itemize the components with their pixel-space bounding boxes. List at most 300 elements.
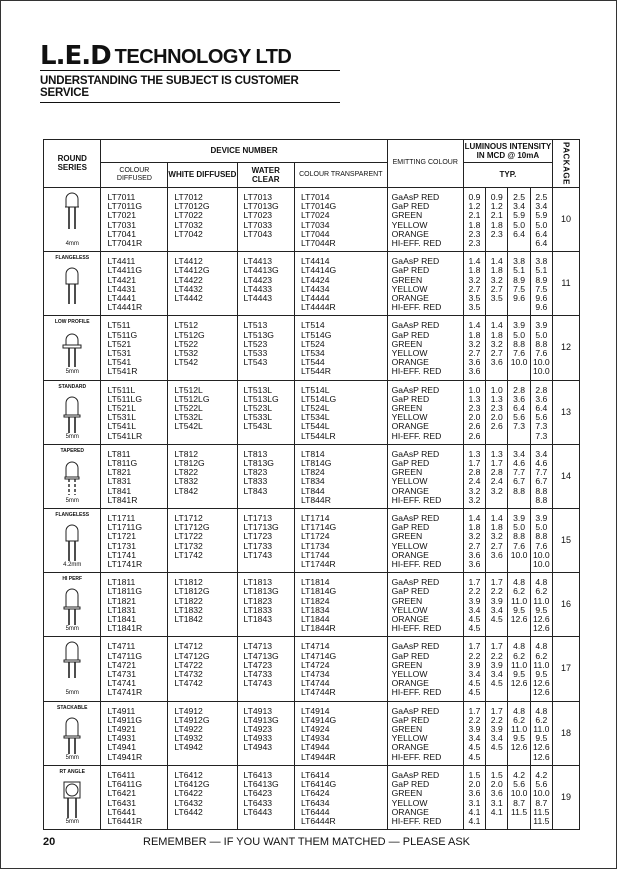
i2-value: 3.2 (490, 338, 503, 349)
emitting-colour-value: HI-EFF. RED (391, 366, 442, 377)
i3-value: 6.7 (513, 476, 526, 487)
white-diffused-cell (168, 316, 237, 380)
i4-value: 11.0 (533, 724, 550, 735)
colour-transparent-value: LT4744 (300, 678, 330, 689)
white-diffused-value: LT542 (174, 357, 199, 368)
i1-value: 2.6 (468, 421, 481, 432)
water-clear-value: LT513L (243, 384, 273, 395)
i4-value: 10.0 (532, 559, 550, 570)
colour-transparent-value: LT834 (300, 476, 325, 487)
colour-transparent-cell (294, 573, 387, 637)
emitting-colour-value: YELLOW (391, 347, 428, 358)
i2-value: 3.2 (490, 531, 503, 542)
i1-value: 4.5 (468, 678, 481, 689)
emitting-colour-value: GaAsP RED (391, 448, 440, 459)
i3-value: 4.8 (513, 641, 526, 652)
colour-transparent-value: LT6444R (300, 815, 336, 826)
white-diffused-value: LT512G (174, 329, 205, 340)
i3-value: 3.9 (513, 320, 526, 331)
i4-value: 4.8 (535, 641, 548, 652)
colour-diffused-value: LT4411G (107, 265, 143, 276)
i1-value: 3.5 (468, 302, 481, 313)
i2-value: 1.5 (490, 769, 503, 780)
water-clear-value: LT4913 (243, 705, 273, 716)
series-size: 5mm (65, 754, 79, 761)
water-clear-value: LT513 (243, 320, 268, 331)
colour-diffused-value: LT4941 (107, 742, 136, 753)
colour-diffused-value: LT841 (107, 485, 132, 496)
white-diffused-value: LT4722 (174, 659, 203, 670)
intensity-cell (508, 252, 530, 316)
water-clear-value: LT543 (243, 357, 268, 368)
intensity-cell (508, 187, 530, 251)
emitting-colour-value: GaAsP RED (391, 191, 440, 202)
water-clear-cell (237, 573, 294, 637)
emitting-colour-value: ORANGE (391, 228, 429, 239)
colour-transparent-value: LT7014 (300, 191, 330, 202)
emitting-colour-value: YELLOW (391, 540, 428, 551)
colour-transparent-value: LT844R (300, 494, 331, 505)
water-clear-cell (237, 187, 294, 251)
i1-value: 3.4 (468, 669, 481, 680)
intensity-cell (530, 509, 552, 573)
i2-value: 1.3 (490, 393, 503, 404)
colour-transparent-value: LT514LG (300, 393, 337, 404)
i3-value: 3.8 (513, 256, 526, 267)
colour-diffused-value: LT1841R (107, 623, 143, 634)
i4-value: 6.2 (535, 586, 548, 597)
i1-value: 1.8 (468, 522, 481, 533)
i1-value: 2.8 (468, 467, 481, 478)
colour-transparent-value: LT4734 (300, 669, 330, 680)
colour-diffused-value: LT4441R (107, 302, 143, 313)
white-diffused-value: LT4432 (174, 283, 203, 294)
water-clear-value: LT4743 (243, 678, 273, 689)
i1-value: 1.2 (468, 201, 481, 212)
colour-diffused-value: LT1731 (107, 540, 136, 551)
water-clear-value: LT4933 (243, 733, 273, 744)
white-diffused-value: LT512LG (174, 393, 210, 404)
colour-transparent-cell (294, 509, 387, 573)
colour-transparent-cell (294, 252, 387, 316)
colour-diffused-value: LT511LG (107, 393, 143, 404)
intensity-cell (508, 573, 530, 637)
emitting-colour-value: GREEN (391, 724, 423, 735)
water-clear-value: LT823 (243, 467, 268, 478)
colour-diffused-value: LT4911G (107, 714, 143, 725)
i3-value: 11.5 (511, 806, 528, 817)
i1-value: 4.5 (468, 742, 481, 753)
i4-value: 12.6 (532, 751, 550, 762)
i3-value: 2.5 (513, 191, 526, 202)
i2-value: 0.9 (490, 191, 503, 202)
white-diffused-value: LT1712 (174, 513, 203, 524)
header-colour-transparent: COLOUR TRANSPARENT (294, 162, 387, 187)
i1-value: 3.2 (468, 494, 481, 505)
series-row (44, 701, 580, 765)
white-diffused-value: LT4912 (174, 705, 203, 716)
series-size: 5mm (65, 497, 79, 504)
white-diffused-value: LT4712G (174, 650, 210, 661)
white-diffused-value: LT532 (174, 347, 199, 358)
i4-value: 11.0 (533, 595, 550, 606)
colour-diffused-value: LT4731 (107, 669, 136, 680)
intensity-cell (486, 252, 508, 316)
colour-transparent-value: LT1844R (300, 623, 336, 634)
i3-value: 6.2 (513, 714, 526, 725)
intensity-cell (530, 765, 552, 829)
colour-transparent-cell (294, 380, 387, 444)
i4-value: 10.0 (532, 549, 550, 560)
i3-value: 8.8 (513, 485, 526, 496)
i2-value: 1.3 (490, 448, 503, 459)
water-clear-value: LT523L (243, 402, 273, 413)
i2-value: 4.5 (490, 742, 503, 753)
emitting-colour-value: ORANGE (391, 485, 429, 496)
i1-value: 3.9 (468, 724, 481, 735)
i4-value: 12.6 (532, 678, 550, 689)
i2-value: 2.4 (490, 476, 503, 487)
intensity-cell (463, 252, 485, 316)
i1-value: 2.3 (468, 228, 481, 239)
round-series-cell (44, 765, 101, 829)
colour-diffused-value: LT811 (107, 448, 131, 459)
i1-value: 1.7 (468, 641, 481, 652)
i4-value: 7.5 (535, 283, 548, 294)
i4-value: 12.6 (532, 687, 550, 698)
intensity-cell (463, 187, 485, 251)
i4-value: 10.0 (532, 788, 550, 799)
i1-value: 2.2 (468, 714, 481, 725)
colour-diffused-value: LT831 (107, 476, 132, 487)
emitting-colour-value: HI-EFF. RED (391, 237, 442, 248)
led-standard-icon (61, 587, 83, 627)
round-series-cell (44, 573, 101, 637)
colour-transparent-value: LT844 (300, 485, 325, 496)
page-number: 20 (43, 836, 56, 848)
emitting-colour-value: ORANGE (391, 614, 429, 625)
colour-transparent-value: LT814 (300, 448, 325, 459)
i1-value: 4.1 (468, 815, 481, 826)
led-standard-icon (61, 716, 83, 756)
package-cell: 11 (552, 252, 579, 316)
white-diffused-value: LT4422 (174, 274, 203, 285)
colour-diffused-cell (101, 637, 168, 701)
white-diffused-value: LT4932 (174, 733, 203, 744)
colour-transparent-value: LT1814 (300, 577, 330, 588)
emitting-colour-value: ORANGE (391, 742, 429, 753)
i2-value: 2.3 (490, 228, 503, 239)
water-clear-value: LT1743 (243, 549, 273, 560)
i2-value: 3.4 (490, 669, 503, 680)
series-label: STANDARD (58, 383, 87, 390)
header-water-clear: WATER CLEAR (237, 162, 294, 187)
emitting-colour-value: YELLOW (391, 733, 428, 744)
water-clear-value: LT4423 (243, 274, 273, 285)
header-luminous-intensity: LUMINOUS INTENSITY IN MCD @ 10mA (463, 140, 552, 163)
water-clear-value: LT7043 (243, 228, 273, 239)
intensity-cell (530, 316, 552, 380)
water-clear-value: LT1843 (243, 614, 273, 625)
i1-value: 2.6 (468, 430, 481, 441)
led-flangeless-icon (62, 266, 82, 306)
i4-value: 7.3 (535, 430, 548, 441)
colour-transparent-value: LT7024 (300, 210, 330, 221)
intensity-cell (463, 701, 485, 765)
colour-transparent-value: LT7034 (300, 219, 330, 230)
colour-transparent-value: LT4744R (300, 687, 336, 698)
series-row (44, 509, 580, 573)
led-tapered-icon (61, 459, 83, 499)
intensity-cell (486, 509, 508, 573)
colour-transparent-value: LT544R (300, 366, 331, 377)
colour-transparent-value: LT4914 (300, 705, 330, 716)
colour-transparent-value: LT7044R (300, 237, 336, 248)
colour-transparent-value: LT1714G (300, 522, 337, 533)
water-clear-value: LT4733 (243, 669, 273, 680)
i1-value: 3.5 (468, 292, 481, 303)
header-white-diffused: WHITE DIFFUSED (168, 162, 237, 187)
series-row (44, 444, 580, 508)
colour-transparent-value: LT1834 (300, 604, 330, 615)
white-diffused-value: LT4732 (174, 669, 203, 680)
header-emitting-colour: EMITTING COLOUR (387, 140, 463, 188)
colour-diffused-value: LT841R (107, 494, 138, 505)
emitting-colour-cell (387, 380, 463, 444)
i4-value: 2.5 (535, 191, 548, 202)
header-colour-diffused: COLOUR DIFFUSED (101, 162, 168, 187)
i3-value: 9.6 (513, 292, 526, 303)
package-cell: 14 (552, 444, 579, 508)
i1-value: 3.1 (468, 797, 481, 808)
i1-value: 3.9 (468, 595, 481, 606)
round-series-cell (44, 380, 101, 444)
emitting-colour-value: GREEN (391, 659, 423, 670)
water-clear-value: LT533L (243, 412, 273, 423)
white-diffused-value: LT812 (174, 448, 199, 459)
i4-value: 8.7 (535, 797, 548, 808)
emitting-colour-value: YELLOW (391, 476, 428, 487)
i3-value: 10.0 (510, 788, 528, 799)
colour-transparent-value: LT6414G (300, 779, 337, 790)
i2-value: 1.4 (490, 513, 503, 524)
i3-value: 5.0 (513, 329, 526, 340)
footer-message: REMEMBER — IF YOU WANT THEM MATCHED — PLEASE ASK (143, 836, 470, 848)
emitting-colour-value: GREEN (391, 595, 423, 606)
i1-value: 2.0 (468, 412, 481, 423)
i1-value: 1.4 (468, 513, 481, 524)
colour-transparent-value: LT524L (300, 402, 330, 413)
white-diffused-cell (168, 187, 237, 251)
i1-value: 1.3 (468, 448, 481, 459)
white-diffused-value: LT4412G (174, 265, 210, 276)
i2-value: 1.7 (490, 577, 503, 588)
i3-value: 7.5 (513, 283, 526, 294)
intensity-cell (486, 444, 508, 508)
i2-value: 1.7 (490, 641, 503, 652)
i2-value: 3.2 (490, 274, 503, 285)
i3-value: 4.8 (513, 705, 526, 716)
series-size: 4mm (65, 240, 79, 247)
series-row (44, 316, 580, 380)
series-row (44, 187, 580, 251)
intensity-cell (486, 637, 508, 701)
emitting-colour-value: ORANGE (391, 357, 429, 368)
i2-value: 3.6 (490, 357, 503, 368)
series-size: 5mm (65, 690, 79, 697)
i3-value: 5.0 (513, 219, 526, 230)
colour-diffused-value: LT4741 (107, 678, 136, 689)
i4-value: 5.1 (535, 265, 548, 276)
i3-value: 7.7 (513, 467, 526, 478)
water-clear-value: LT1813 (243, 577, 273, 588)
i2-value: 3.1 (490, 797, 503, 808)
i1-value: 3.6 (468, 549, 481, 560)
i4-value: 12.6 (532, 623, 550, 634)
intensity-cell (463, 380, 485, 444)
colour-transparent-cell (294, 765, 387, 829)
i2-value: 1.0 (490, 384, 503, 395)
water-clear-value: LT4413 (243, 256, 273, 267)
i1-value: 2.7 (468, 540, 481, 551)
water-clear-value: LT7013 (243, 191, 273, 202)
i4-value: 5.6 (535, 412, 548, 423)
intensity-cell (530, 252, 552, 316)
i2-value: 2.0 (490, 412, 503, 423)
tagline: UNDERSTANDING THE SUBJECT IS CUSTOMER SERVICE (40, 75, 340, 103)
water-clear-cell (237, 444, 294, 508)
round-series-cell (44, 187, 101, 251)
i2-value: 2.2 (490, 650, 503, 661)
white-diffused-value: LT1742 (174, 549, 203, 560)
emitting-colour-value: GaAsP RED (391, 769, 440, 780)
emitting-colour-value: YELLOW (391, 219, 428, 230)
i4-value: 4.2 (535, 769, 548, 780)
i3-value: 9.5 (513, 604, 526, 615)
i1-value: 1.5 (468, 769, 481, 780)
series-label: HI PERF (62, 576, 83, 583)
emitting-colour-value: ORANGE (391, 292, 429, 303)
colour-transparent-value: LT4924 (300, 724, 330, 735)
intensity-cell (486, 765, 508, 829)
i4-value: 9.6 (535, 302, 548, 313)
emitting-colour-cell (387, 573, 463, 637)
emitting-colour-cell (387, 701, 463, 765)
colour-diffused-value: LT6421 (107, 788, 136, 799)
white-diffused-value: LT6432 (174, 797, 203, 808)
i3-value: 10.0 (510, 549, 528, 560)
i3-value: 3.9 (513, 513, 526, 524)
series-row (44, 637, 580, 701)
colour-diffused-value: LT4941R (107, 751, 143, 762)
water-clear-value: LT7013G (243, 201, 279, 212)
series-label: STACKABLE (57, 704, 88, 711)
water-clear-value: LT6413 (243, 769, 273, 780)
emitting-colour-value: GREEN (391, 467, 423, 478)
i4-value: 6.4 (535, 228, 548, 239)
emitting-colour-value: GaP RED (391, 265, 430, 276)
water-clear-value: LT1833 (243, 604, 273, 615)
colour-diffused-cell (101, 252, 168, 316)
colour-transparent-value: LT1714 (300, 513, 330, 524)
led-flangeless-icon (62, 523, 82, 563)
i2-value: 4.5 (490, 678, 503, 689)
i4-value: 3.8 (535, 256, 548, 267)
colour-diffused-value: LT7011 (107, 191, 136, 202)
i4-value: 6.7 (535, 476, 548, 487)
series-label: LOW PROFILE (54, 319, 90, 326)
water-clear-cell (237, 637, 294, 701)
white-diffused-value: LT842 (174, 485, 199, 496)
colour-diffused-value: LT7031 (107, 219, 136, 230)
emitting-colour-value: HI-EFF. RED (391, 815, 442, 826)
intensity-cell (508, 765, 530, 829)
water-clear-value: LT513G (243, 329, 274, 340)
colour-transparent-value: LT544L (300, 421, 330, 432)
intensity-cell (463, 316, 485, 380)
white-diffused-value: LT832 (174, 476, 199, 487)
intensity-cell (530, 444, 552, 508)
colour-transparent-value: LT4414G (300, 265, 337, 276)
i1-value: 3.6 (468, 366, 481, 377)
led-4mm-icon (62, 191, 82, 231)
emitting-colour-value: YELLOW (391, 669, 428, 680)
header-device-number: DEVICE NUMBER (101, 140, 387, 163)
i2-value: 3.6 (490, 549, 503, 560)
colour-diffused-value: LT541L (107, 421, 136, 432)
intensity-cell (508, 637, 530, 701)
i2-value: 4.1 (490, 806, 503, 817)
white-diffused-value: LT1722 (174, 531, 203, 542)
series-row (44, 252, 580, 316)
i1-value: 3.4 (468, 733, 481, 744)
water-clear-value: LT4723 (243, 659, 273, 670)
colour-diffused-value: LT4921 (107, 724, 136, 735)
intensity-cell (486, 316, 508, 380)
i3-value: 7.6 (513, 347, 526, 358)
colour-diffused-value: LT7041 (107, 228, 136, 239)
water-clear-value: LT4413G (243, 265, 279, 276)
i4-value: 4.8 (535, 705, 548, 716)
i1-value: 3.6 (468, 357, 481, 368)
water-clear-value: LT4943 (243, 742, 273, 753)
colour-transparent-value: LT534 (300, 347, 325, 358)
emitting-colour-value: ORANGE (391, 806, 429, 817)
i4-value: 12.6 (532, 614, 550, 625)
colour-transparent-value: LT534L (300, 412, 330, 423)
i2-value: 4.5 (490, 614, 503, 625)
colour-diffused-value: LT521 (107, 338, 132, 349)
i4-value: 8.9 (535, 274, 548, 285)
led-standard-icon (61, 395, 83, 435)
colour-transparent-cell (294, 444, 387, 508)
white-diffused-value: LT1732 (174, 540, 203, 551)
colour-transparent-value: LT4444R (300, 302, 336, 313)
i4-value: 3.4 (535, 201, 548, 212)
white-diffused-value: LT7032 (174, 219, 203, 230)
colour-diffused-value: LT7021 (107, 210, 136, 221)
colour-diffused-value: LT4721 (107, 659, 136, 670)
colour-transparent-value: LT6444 (300, 806, 330, 817)
colour-diffused-cell (101, 765, 168, 829)
emitting-colour-cell (387, 509, 463, 573)
i2-value: 2.8 (490, 467, 503, 478)
package-cell: 12 (552, 316, 579, 380)
colour-diffused-value: LT1841 (107, 614, 136, 625)
white-diffused-value: LT7042 (174, 228, 203, 239)
intensity-cell (463, 509, 485, 573)
i2-value: 3.9 (490, 595, 503, 606)
